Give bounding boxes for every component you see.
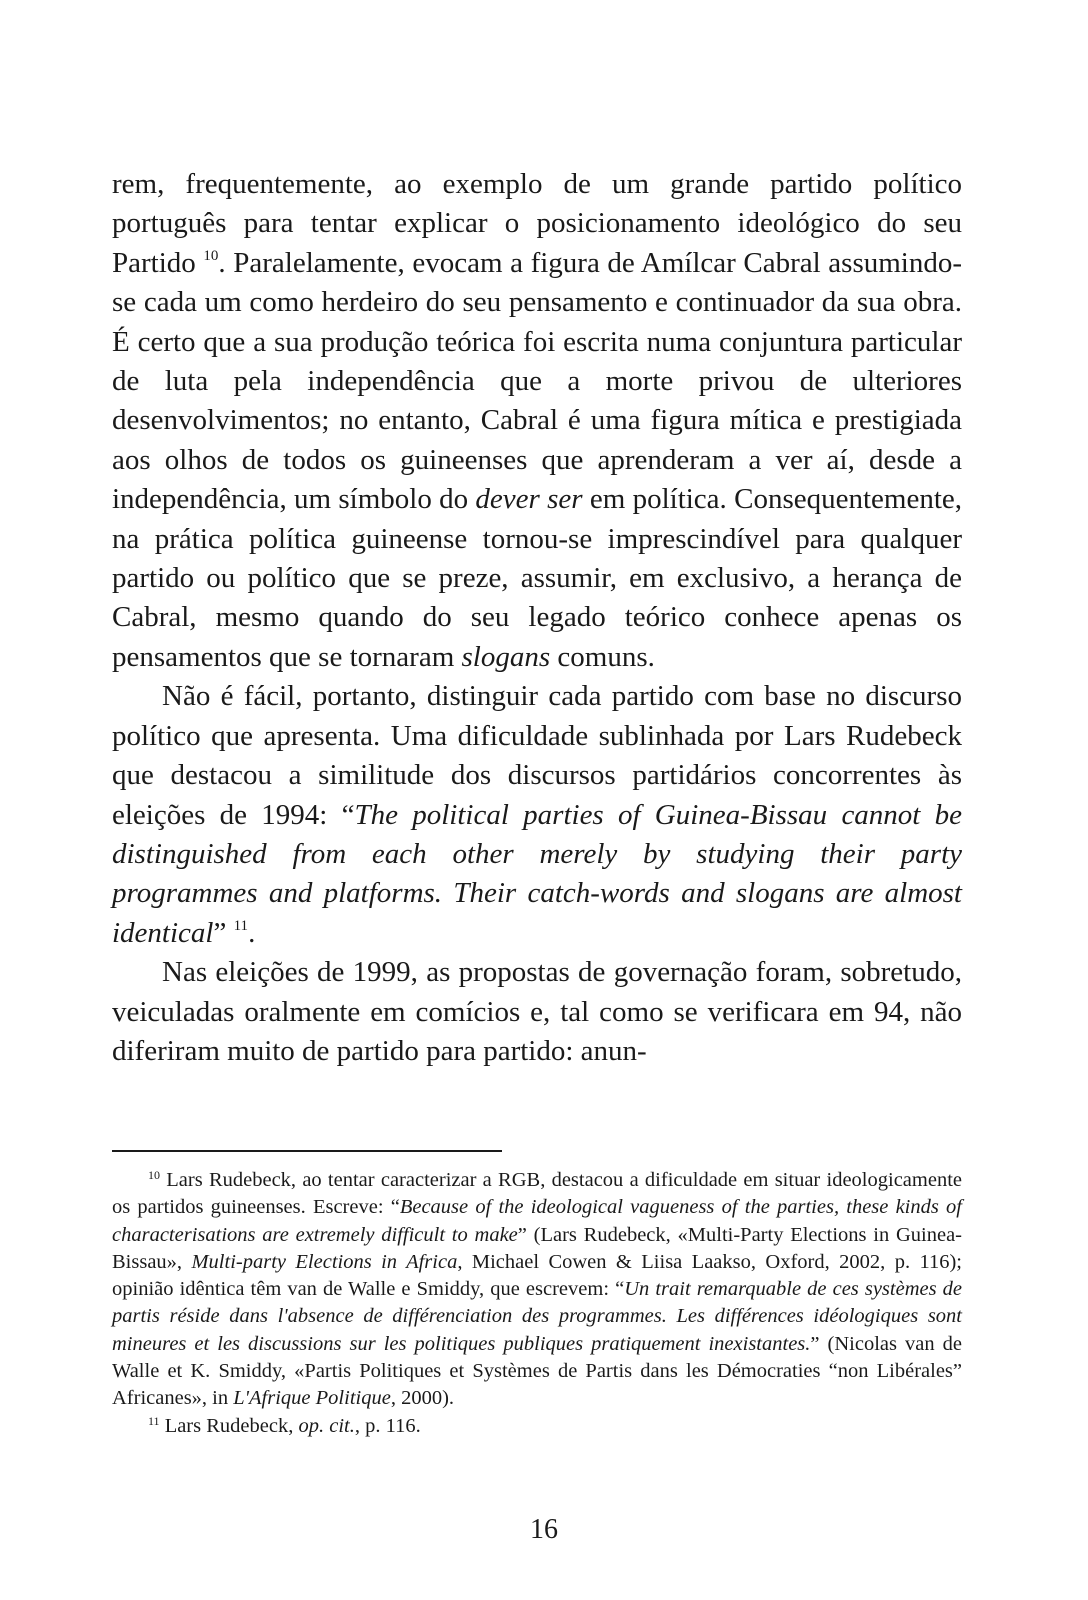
footnote-10-text-a: Lars Rudebeck, ao tentar caracterizar a RGB, destacou a dificuldade em situar ideologicamente os partidos guineenses. Escreve: “ (112, 1169, 962, 1219)
paragraph-2 (112, 677, 962, 953)
paragraph-3 (112, 953, 962, 1071)
footnote-11-number: 11 (148, 1413, 160, 1428)
p2-end: . (248, 916, 256, 949)
footnote-ref-10: 10 (203, 247, 219, 264)
p1-text-b: . Paralelamente, evocam a figura de Amílcar Cabral assumindo-se cada um como herdeiro do seu pensamento e continuador da sua obra. É certo que a sua produção teórica foi escrita numa conjuntura particular de luta pela independência que a morte privou de ulteriores desenvolvimentos; no entanto, Cabral é uma figura mítica e prestigiada aos olhos de todos os guineenses que aprenderam a ver aí, desde a independência, um símbolo do (112, 246, 962, 516)
p2-close-quote: ” (213, 916, 227, 949)
footnotes (112, 1167, 962, 1440)
footnote-10 (112, 1167, 962, 1413)
footnote-11-op-cit: op. cit. (298, 1414, 355, 1437)
footnote-10-number: 10 (148, 1168, 160, 1182)
p1-text-d: comuns. (557, 640, 655, 673)
footnote-ref-11: 11 (233, 917, 249, 934)
main-text (112, 165, 962, 1071)
paragraph-1 (112, 165, 962, 677)
footnote-11-text-a: Lars Rudebeck, (164, 1414, 294, 1437)
footnote-10-text-e: , 2000). (390, 1387, 455, 1410)
footnote-10-text-b: ” (Lars Rudebeck, «Multi-Party Elections in Guinea-Bissau», (112, 1223, 962, 1273)
footnote-10-quote-1: Because of the ideological vagueness of the parties, these kinds of characterisations are extremely difficult to make (112, 1196, 963, 1246)
p1-emphasis-dever-ser: dever ser (475, 483, 583, 516)
p1-emphasis-slogans: slogans (461, 640, 551, 673)
footnote-10-journal-title: L'Afrique Politique (233, 1387, 391, 1410)
footnote-11-text-b: , p. 116. (354, 1414, 421, 1437)
p2-text-a: Não é fácil, portanto, distinguir cada partido com base no discurso político que apresenta. Uma dificuldade sublinhada por Lars Rudebeck que destacou a similitude dos discursos partidários concorrentes às eleições de 1994: “ (112, 680, 962, 831)
p1-text-a: rem, frequentemente, ao exemplo de um grande partido político português para tentar explicar o posicionamento ideológico do seu Partido (112, 168, 962, 279)
footnote-11 (112, 1413, 962, 1440)
footnote-10-text-d: ” (Nicolas van de Walle et K. Smiddy, «Partis Politiques et Systèmes de Partis dans les Démocraties “non Libérales” Africanes», in (112, 1332, 962, 1410)
footnote-10-quote-2: Un trait remarquable de ces systèmes de partis réside dans l'absence de différenciation des programmes. Les différences idéologiques sont mineures et les discussions sur les politiques publiques pratiquement inexistantes. (112, 1278, 962, 1355)
footnote-separator (112, 1150, 502, 1152)
p1-text-c: em política. Consequentemente, na prática política guineense tornou-se imprescindível para qualquer partido ou político que se preze, assumir, em exclusivo, a herança de Cabral, mesmo quando do seu legado teórico conhece apenas os pensamentos que se tornaram (112, 483, 963, 673)
p3-text: Nas eleições de 1999, as propostas de governação foram, sobretudo, veiculadas oralmente em comícios e, tal como se verificara em 94, não diferiram muito de partido para partido: anun- (112, 956, 962, 1067)
page-number: 16 (530, 1514, 558, 1545)
footnote-10-book-title: Multi-party Elections in Africa (191, 1250, 458, 1273)
footnote-10-text-c: , Michael Cowen & Liisa Laakso, Oxford, 2002, p. 116); opinião idêntica têm van de Walle e Smiddy, que escrevem: “ (112, 1250, 962, 1301)
p2-quote: The political parties of Guinea-Bissau cannot be distinguished from each other merely by studying their party programmes and platforms. Their catch-words and slogans are almost identical (112, 798, 963, 949)
